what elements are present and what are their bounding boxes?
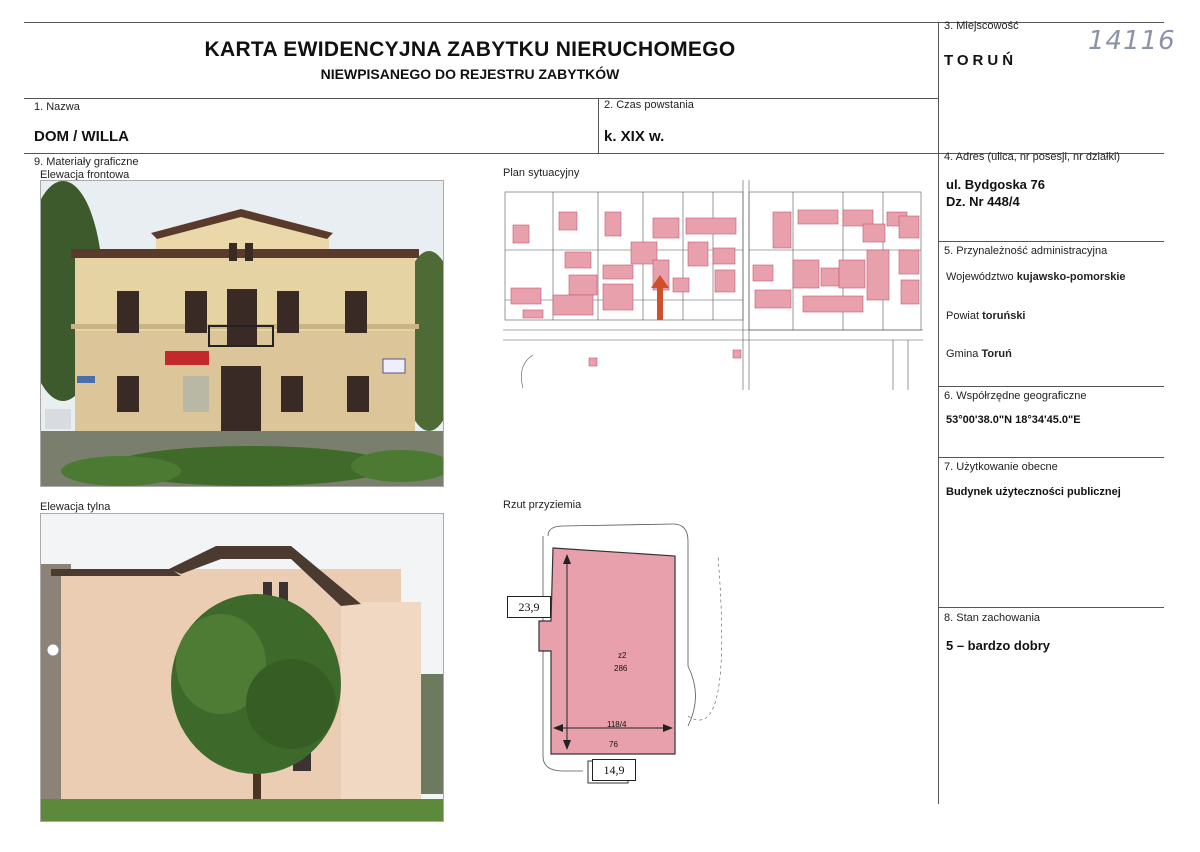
floor-plan-drawing bbox=[503, 516, 753, 791]
room-code-label: z2 bbox=[618, 651, 627, 660]
county-line bbox=[946, 310, 1026, 322]
handwritten-record-number: 14116 bbox=[1088, 26, 1176, 56]
site-plan-illustration bbox=[503, 180, 923, 390]
admin-bottom-rule bbox=[938, 386, 1164, 387]
locality-value: TORUŃ bbox=[944, 52, 1018, 69]
county-prefix: Powiat bbox=[946, 310, 980, 322]
usage-bottom-rule bbox=[938, 607, 1164, 608]
commune-value: Toruń bbox=[981, 348, 1012, 360]
address-label: 4. Adres (ulica, nr posesji, nr działki) bbox=[944, 151, 1121, 163]
commune-prefix: Gmina bbox=[946, 348, 979, 360]
commune-line bbox=[946, 348, 1012, 360]
voivodeship-line bbox=[946, 271, 1126, 283]
rear-elevation-photo bbox=[40, 513, 444, 822]
address-street: ul. Bydgoska 76 bbox=[946, 177, 1045, 192]
name-label: 1. Nazwa bbox=[34, 101, 80, 113]
usage-value: Budynek użyteczności publicznej bbox=[946, 486, 1121, 498]
period-label: 2. Czas powstania bbox=[604, 99, 694, 111]
usage-label: 7. Użytkowanie obecne bbox=[944, 461, 1058, 473]
bottom-dimension-label-2: 76 bbox=[609, 740, 618, 749]
voivodeship-value: kujawsko-pomorskie bbox=[1016, 271, 1126, 283]
name-period-divider bbox=[598, 98, 599, 154]
condition-label: 8. Stan zachowania bbox=[944, 612, 1041, 624]
address-plot: Dz. Nr 448/4 bbox=[946, 194, 1020, 209]
name-value: DOM / WILLA bbox=[34, 128, 129, 145]
site-plan-label: Plan sytuacyjny bbox=[503, 167, 580, 179]
front-elevation-label: Elewacja frontowa bbox=[40, 169, 130, 181]
right-column-divider bbox=[938, 22, 939, 804]
page-subtitle: NIEWPISANEGO DO REJESTRU ZABYTKÓW bbox=[320, 66, 620, 82]
period-value: k. XIX w. bbox=[604, 128, 665, 145]
condition-value: 5 – bardzo dobry bbox=[946, 638, 1051, 653]
front-elevation-photo bbox=[40, 180, 444, 487]
front-elevation-illustration bbox=[41, 181, 443, 486]
site-plan-map bbox=[503, 180, 923, 390]
admin-label: 5. Przynależność administracyjna bbox=[944, 245, 1108, 257]
floor-plan-illustration bbox=[503, 516, 753, 791]
coords-value: 53°00'38.0"N 18°34'45.0"E bbox=[946, 414, 1081, 426]
voivodeship-prefix: Województwo bbox=[946, 271, 1014, 283]
county-value: toruński bbox=[982, 310, 1026, 322]
address-bottom-rule bbox=[938, 241, 1164, 242]
left-area-box: 23,9 bbox=[507, 596, 551, 618]
locality-label: 3. Miejscowość bbox=[944, 20, 1019, 32]
graphics-label: 9. Materiały graficzne bbox=[34, 156, 139, 168]
floor-plan-label: Rzut przyziemia bbox=[503, 499, 582, 511]
room-area-label: 286 bbox=[614, 664, 628, 673]
coords-bottom-rule bbox=[938, 457, 1164, 458]
bottom-area-box: 14,9 bbox=[592, 759, 636, 781]
rear-elevation-illustration bbox=[41, 514, 443, 821]
header-bottom-rule bbox=[24, 98, 938, 99]
rear-elevation-label: Elewacja tylna bbox=[40, 501, 111, 513]
bottom-dimension-label: 118/4 bbox=[607, 720, 627, 729]
page-title: KARTA EWIDENCYJNA ZABYTKU NIERUCHOMEGO bbox=[204, 38, 736, 61]
coords-label: 6. Współrzędne geograficzne bbox=[944, 390, 1087, 402]
